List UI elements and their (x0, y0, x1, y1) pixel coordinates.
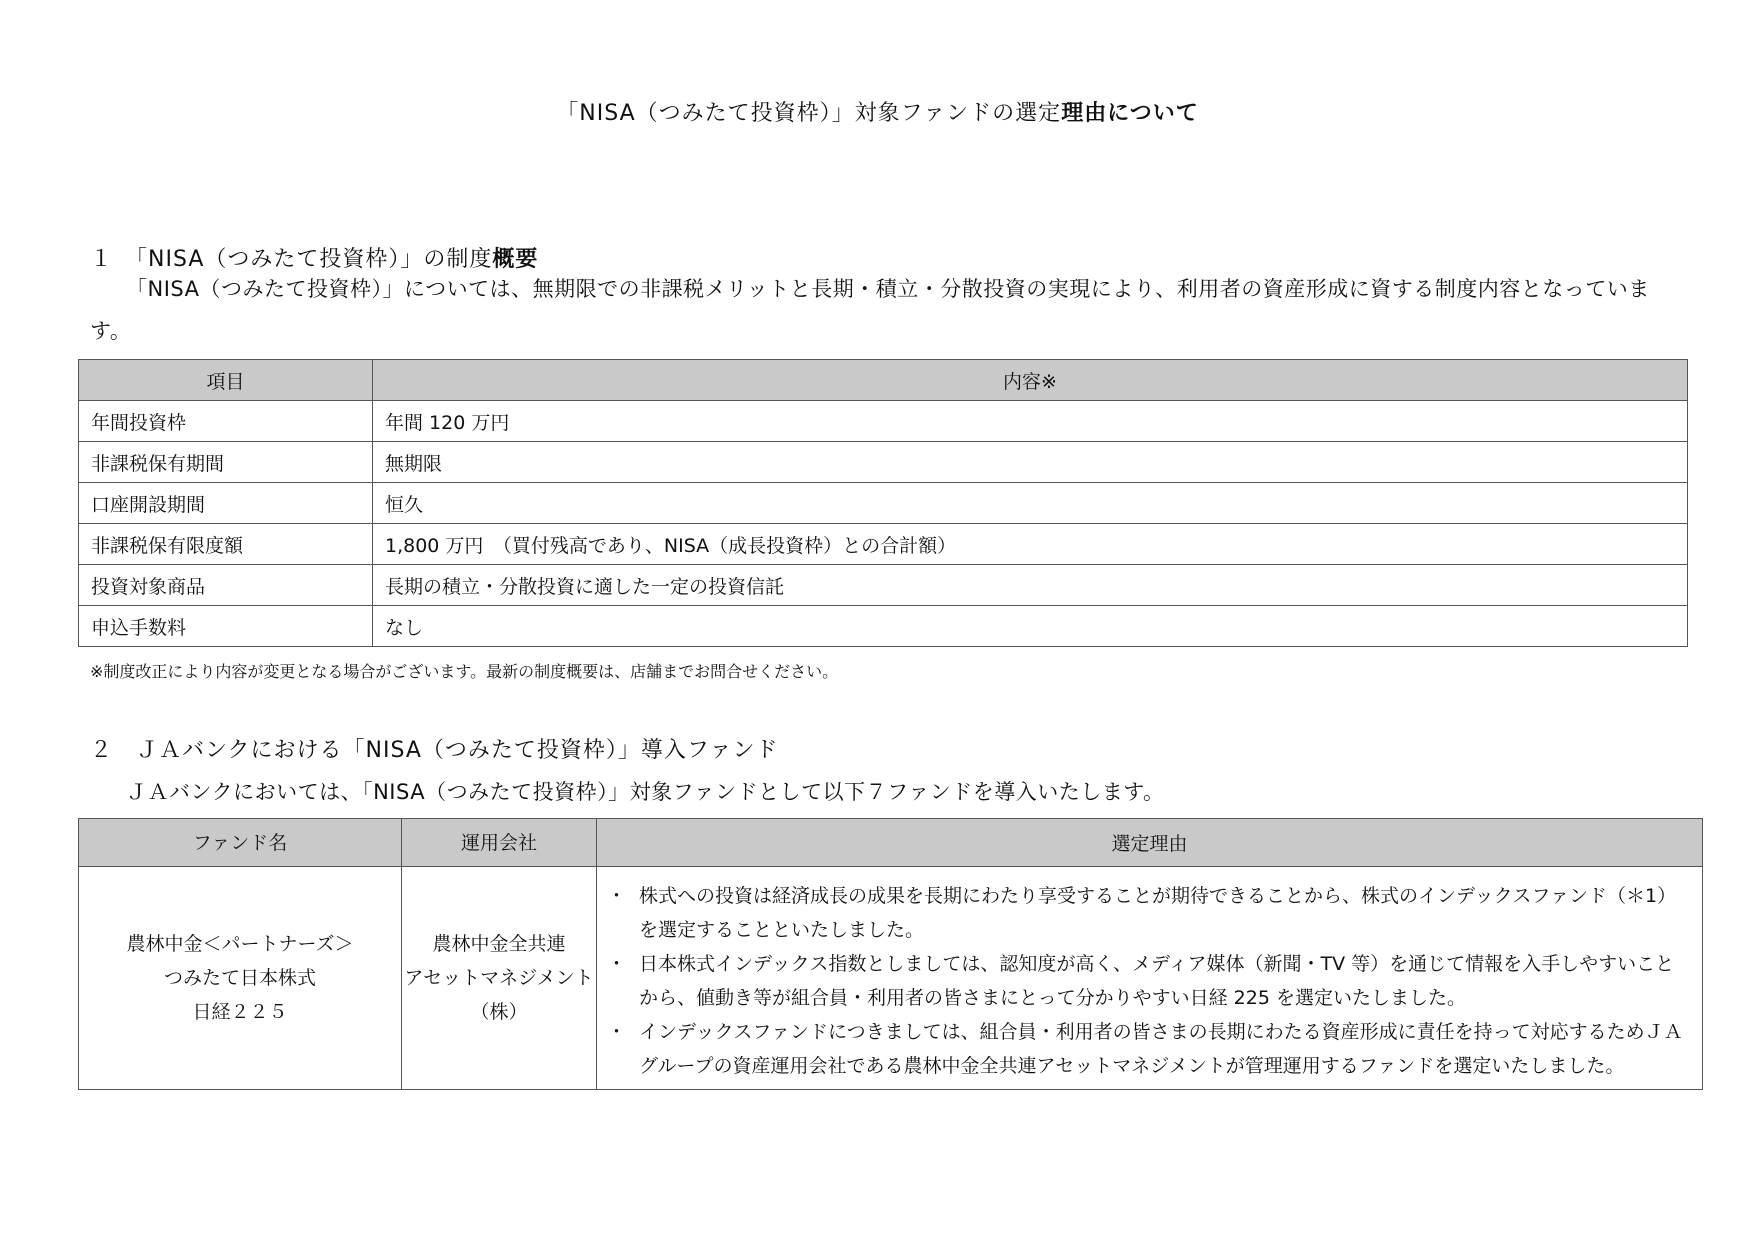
page-title: 「NISA（つみたて投資枠）」対象ファンドの選定理由について (556, 101, 1199, 126)
fund-name-line: 農林中金＜パートナーズ＞ (126, 933, 354, 955)
header-company: 運用会社 (402, 819, 597, 867)
company-cell (402, 867, 597, 1090)
reason-cell (597, 867, 1703, 1090)
section1-paragraph: 「NISA（つみたて投資枠）」については、無期限での非課税メリットと長期・積立・分散投資の実現により、利用者の資産形成に資する制度内容となっています。 (90, 277, 1650, 343)
table-row (79, 565, 1688, 606)
row-value: 1,800 万円 （買付残高であり、NISA（成長投資枠）との合計額） (373, 524, 1688, 565)
fund-name-line: つみたて日本株式 (163, 967, 316, 989)
table-row (79, 483, 1688, 524)
header-content: 内容※ (373, 360, 1688, 401)
fund-name-cell (79, 867, 402, 1090)
table-header-row (79, 819, 1703, 867)
company-line: （株） (470, 1001, 528, 1023)
fund-name-line: 日経２２５ (192, 1001, 288, 1023)
table-row (79, 867, 1703, 1090)
reason-list (607, 879, 1692, 1083)
fund-table (78, 818, 1703, 1090)
row-label: 非課税保有限度額 (79, 524, 373, 565)
company-line: 農林中金全共連 (432, 933, 566, 955)
row-value: なし (373, 606, 1688, 647)
reason-item: ・ 株式への投資は経済成長の成果を長期にわたり享受することが期待できることから、株式のインデックスファンド（＊1）を選定することといたしました。 (607, 879, 1692, 947)
row-value: 長期の積立・分散投資に適した一定の投資信託 (373, 565, 1688, 606)
row-label: 申込手数料 (79, 606, 373, 647)
row-label: 投資対象商品 (79, 565, 373, 606)
table-row (79, 606, 1688, 647)
row-value: 年間 120 万円 (373, 401, 1688, 442)
row-label: 口座開設期間 (79, 483, 373, 524)
reason-item: ・ 日本株式インデックス指数としましては、認知度が高く、メディア媒体（新聞・TV 等）を通じて情報を入手しやすいことから、値動き等が組合員・利用者の皆さまにとって分かりやすい日経 225 を選定いたしました。 (607, 947, 1692, 1015)
header-item: 項目 (79, 360, 373, 401)
table-row (79, 442, 1688, 483)
company-line: アセットマネジメント (404, 967, 594, 989)
row-label: 非課税保有期間 (79, 442, 373, 483)
section2-paragraph: ＪＡバンクにおいては、「NISA（つみたて投資枠）」対象ファンドとして以下７ファンドを導入いたします。 (126, 780, 1165, 804)
header-reason: 選定理由 (597, 819, 1703, 867)
footnote: ※制度改正により内容が変更となる場合がございます。最新の制度概要は、店舗までお問合せください。 (90, 662, 839, 681)
table-row (79, 524, 1688, 565)
table-row (79, 401, 1688, 442)
row-value: 恒久 (373, 483, 1688, 524)
reason-item: ・ インデックスファンドにつきましては、組合員・利用者の皆さまの長期にわたる資産形成に責任を持って対応するためＪＡグループの資産運用会社である農林中金全共連アセットマネジメントが管理運用するファンドを選定いたしました。 (607, 1015, 1692, 1083)
header-fund-name: ファンド名 (79, 819, 402, 867)
section1-heading: １ 「NISA（つみたて投資枠）」の制度概要 (90, 247, 539, 272)
table-header-row (79, 360, 1688, 401)
row-value: 無期限 (373, 442, 1688, 483)
nisa-overview-table (78, 359, 1688, 647)
row-label: 年間投資枠 (79, 401, 373, 442)
section2-heading: ２ ＪＡバンクにおける「NISA（つみたて投資枠）」導入ファンド (90, 738, 779, 763)
